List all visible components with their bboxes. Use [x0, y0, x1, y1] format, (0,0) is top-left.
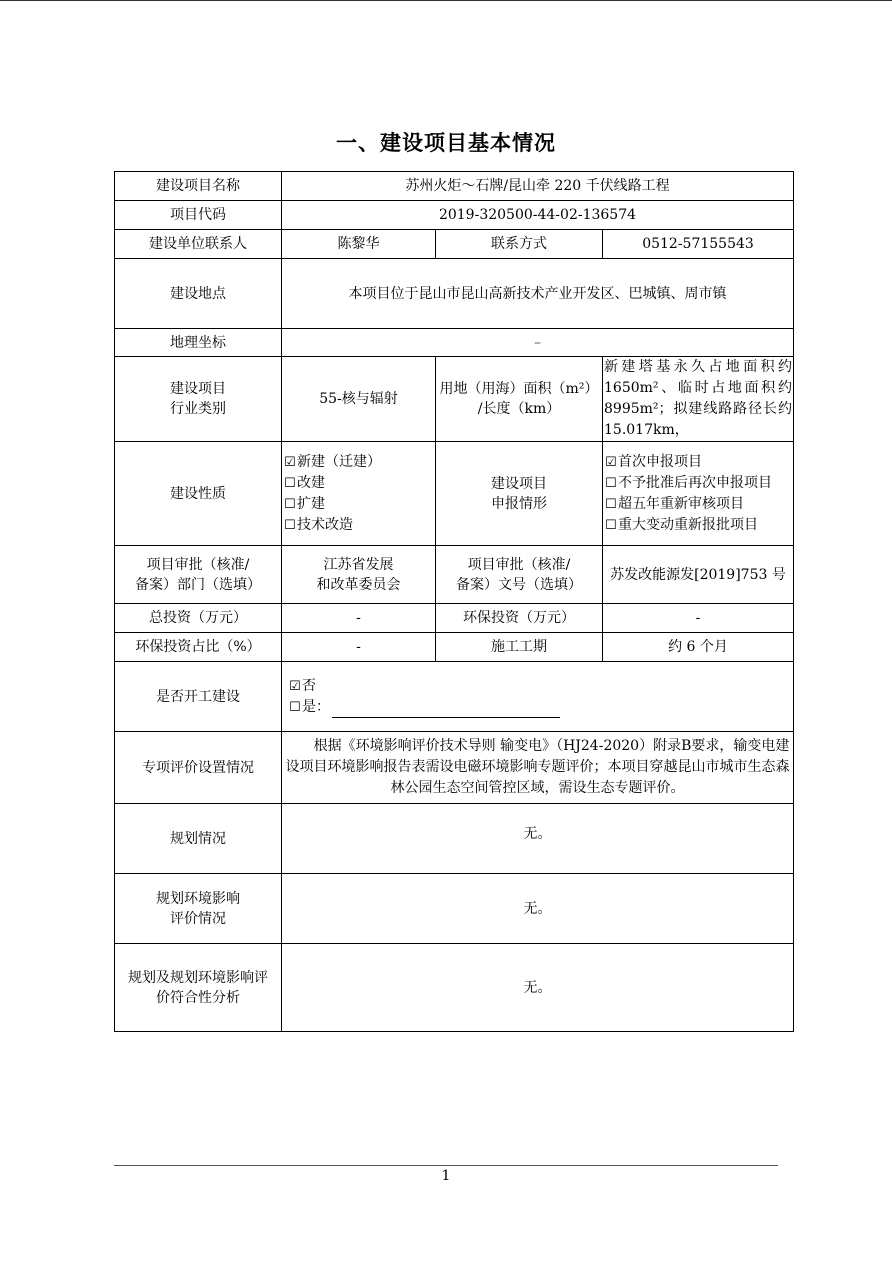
checkbox-unchecked-icon[interactable]: ☐ — [289, 699, 301, 715]
report-options — [603, 442, 794, 546]
label-report-type-line1: 建设项目 — [491, 475, 547, 492]
checkbox-unchecked-icon[interactable]: ☐ — [605, 517, 617, 533]
value-total-investment: - — [282, 604, 436, 633]
footer-rule — [114, 1165, 778, 1166]
label-land-area — [436, 357, 603, 442]
value-location: 本项目位于昆山市昆山高新技术产业开发区、巴城镇、周市镇 — [282, 259, 794, 329]
label-nature: 建设性质 — [115, 442, 282, 546]
value-env-ratio: - — [282, 633, 436, 662]
label-coordinates: 地理坐标 — [115, 329, 282, 357]
label-total-investment: 总投资（万元） — [115, 604, 282, 633]
value-land-area: 新建塔基永久占地面积约1650m²、临时占地面积约8995m²；拟建线路路径长约15.017km， — [603, 357, 794, 442]
nature-option-rebuild[interactable]: ☐改建 — [283, 473, 434, 494]
row-investment — [115, 604, 794, 633]
row-planning — [115, 804, 794, 874]
label-planning-eia-line2: 评价情况 — [170, 910, 226, 927]
label-contact-person: 建设单位联系人 — [115, 230, 282, 259]
label-planning-eia-line1: 规划环境影响 — [156, 890, 240, 907]
label-planning-eia — [115, 874, 282, 944]
label-approval-doc-line1: 项目审批（核准/ — [467, 556, 571, 573]
label-approval-dept-line1: 项目审批（核准/ — [146, 556, 250, 573]
label-env-investment: 环保投资（万元） — [436, 604, 603, 633]
label-planning-conformity-line2: 价符合性分析 — [156, 989, 240, 1006]
label-approval-doc-line2: 备案）文号（选填） — [456, 576, 582, 593]
report-option-resubmit[interactable]: ☐不予批准后再次申报项目 — [604, 473, 792, 494]
row-coordinates — [115, 329, 794, 357]
checkbox-unchecked-icon[interactable]: ☐ — [605, 475, 617, 491]
label-report-type — [436, 442, 603, 546]
label-approval-dept-line2: 备案）部门（选填） — [135, 576, 261, 593]
label-project-name: 建设项目名称 — [115, 172, 282, 201]
value-approval-dept — [282, 546, 436, 604]
started-options — [282, 662, 794, 732]
label-special-assessment: 专项评价设置情况 — [115, 732, 282, 804]
label-approval-dept — [115, 546, 282, 604]
nature-option-new[interactable]: ☑新建（迁建） — [283, 452, 434, 473]
value-approval-dept-line1: 江苏省发展 — [323, 556, 394, 573]
value-contact-phone: 0512-57155543 — [603, 230, 794, 259]
value-project-name: 苏州火炬～石牌/昆山牵 220 千伏线路工程 — [282, 172, 794, 201]
value-coordinates: – — [282, 329, 794, 357]
report-option-first[interactable]: ☑首次申报项目 — [604, 452, 792, 473]
value-contact-person: 陈黎华 — [282, 230, 436, 259]
nature-option-expand[interactable]: ☐扩建 — [283, 494, 434, 515]
checkbox-unchecked-icon[interactable]: ☐ — [605, 496, 617, 512]
label-report-type-line2: 申报情形 — [491, 495, 547, 512]
value-env-investment: - — [603, 604, 794, 633]
started-option-no[interactable]: ☑否 — [288, 676, 791, 697]
value-planning-conformity: 无。 — [282, 944, 794, 1032]
value-special-assessment: 根据《环境影响评价技术导则 输变电》（HJ24-2020）附录B要求，输变电建设项目环境影响报告表需设电磁环境影响专题评价；本项目穿越昆山市城市生态森林公园生态空间管控区域，需设生态专题评价。 — [282, 732, 794, 804]
checkbox-checked-icon[interactable]: ☑ — [284, 454, 296, 470]
label-approval-doc — [436, 546, 603, 604]
nature-options — [282, 442, 436, 546]
value-project-code: 2019-320500-44-02-136574 — [282, 201, 794, 230]
row-location — [115, 259, 794, 329]
label-contact-method: 联系方式 — [436, 230, 603, 259]
page-title: 一、建设项目基本情况 — [336, 131, 556, 155]
value-approval-dept-line2: 和改革委员会 — [316, 576, 401, 593]
row-planning-eia — [115, 874, 794, 944]
row-env-ratio — [115, 633, 794, 662]
report-option-five-year[interactable]: ☐超五年重新审核项目 — [604, 494, 792, 515]
label-land-area-line2: /长度（km） — [477, 401, 561, 417]
label-location: 建设地点 — [115, 259, 282, 329]
top-border-line — [0, 0, 892, 1]
checkbox-unchecked-icon[interactable]: ☐ — [284, 496, 296, 512]
started-option-yes[interactable]: ☐是： — [288, 697, 791, 718]
value-planning-eia: 无。 — [282, 874, 794, 944]
value-planning: 无。 — [282, 804, 794, 874]
row-approval — [115, 546, 794, 604]
label-industry-line2: 行业类别 — [170, 401, 226, 417]
label-project-code: 项目代码 — [115, 201, 282, 230]
value-industry: 55-核与辐射 — [282, 357, 436, 442]
project-info-table — [114, 171, 794, 1032]
checkbox-unchecked-icon[interactable]: ☐ — [284, 475, 296, 491]
label-industry-line1: 建设项目 — [170, 381, 226, 397]
label-land-area-line1: 用地（用海）面积（m²） — [439, 381, 599, 397]
value-construction-period: 约 6 个月 — [603, 633, 794, 662]
row-project-name — [115, 172, 794, 201]
label-started: 是否开工建设 — [115, 662, 282, 732]
label-industry — [115, 357, 282, 442]
label-construction-period: 施工工期 — [436, 633, 603, 662]
checkbox-checked-icon[interactable]: ☑ — [289, 678, 301, 694]
label-planning-conformity — [115, 944, 282, 1032]
row-planning-conformity — [115, 944, 794, 1032]
label-planning: 规划情况 — [115, 804, 282, 874]
yes-fill-blank[interactable] — [332, 703, 560, 718]
checkbox-checked-icon[interactable]: ☑ — [605, 454, 617, 470]
value-approval-doc: 苏发改能源发[2019]753 号 — [603, 546, 794, 604]
label-planning-conformity-line1: 规划及规划环境影响评 — [128, 969, 268, 986]
row-industry — [115, 357, 794, 442]
row-started — [115, 662, 794, 732]
page-number: 1 — [441, 1168, 451, 1184]
row-project-code — [115, 201, 794, 230]
nature-option-tech[interactable]: ☐技术改造 — [283, 515, 434, 536]
checkbox-unchecked-icon[interactable]: ☐ — [284, 517, 296, 533]
label-env-ratio: 环保投资占比（%） — [115, 633, 282, 662]
row-special-assessment — [115, 732, 794, 804]
row-nature — [115, 442, 794, 546]
report-option-major-change[interactable]: ☐重大变动重新报批项目 — [604, 515, 792, 536]
row-contact — [115, 230, 794, 259]
